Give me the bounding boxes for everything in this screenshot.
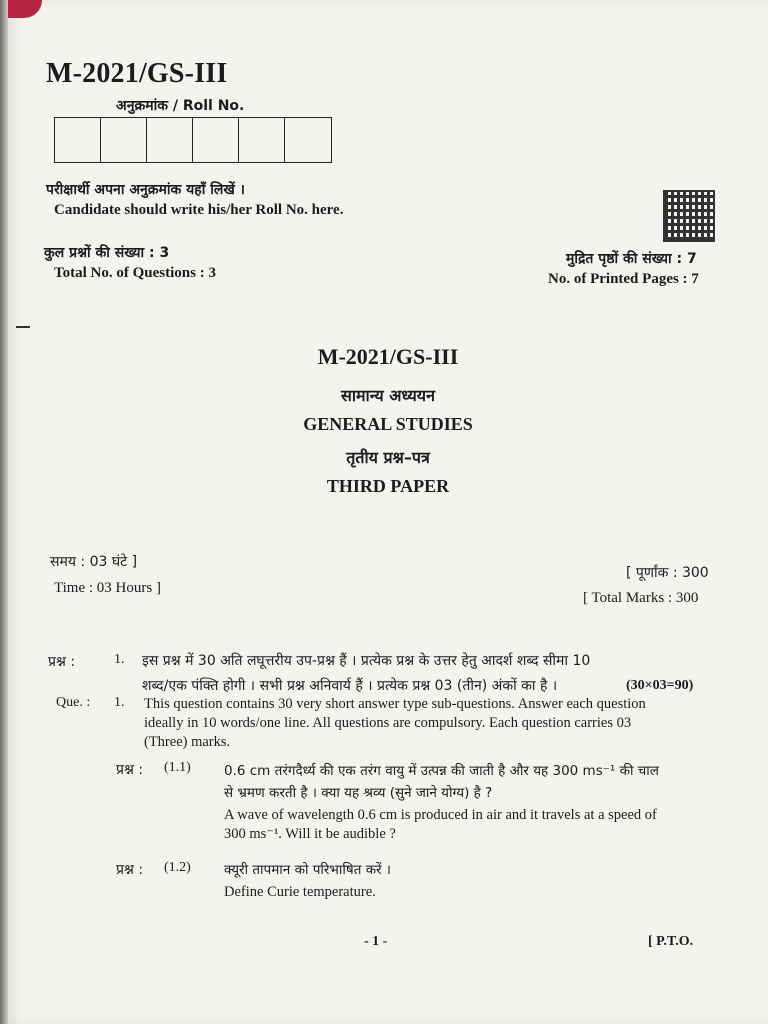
binding-edge: [0, 0, 8, 1024]
roll-box[interactable]: [285, 118, 331, 162]
subquestion-text-english: Define Curie temperature.: [224, 884, 376, 900]
subquestion-label: प्रश्न :: [116, 762, 144, 778]
question-text-hindi-line2: शब्द/एक पंक्ति होगी । सभी प्रश्न अनिवार्य हैं । प्रत्येक प्रश्न 03 (तीन) अंकों का है ।: [142, 678, 558, 694]
subquestion-text-hindi: 0.6 cm तरंगदैर्ध्य की एक तरंग वायु में उत्पन्न की जाती है और यह 300 ms⁻¹ की चाल से भ्रमण करती है । क्या यह श्रव्य (सुने जाने योग्य) है ?: [224, 763, 659, 801]
question-number: 1.: [114, 652, 125, 667]
roll-number-label: अनुक्रमांक / Roll No.: [116, 98, 245, 114]
roll-number-boxes[interactable]: [54, 117, 332, 163]
question-text-english: This question contains 30 very short answer type sub-questions. Answer each question ideally in 10 words/one line. All questions are compulsory. Each question carries 03 (Three) marks.: [144, 696, 646, 750]
paper-title-hindi: तृतीय प्रश्न–पत्र: [346, 448, 430, 467]
total-questions-english: Total No. of Questions : 3: [54, 265, 216, 281]
subquestion-label: प्रश्न :: [116, 862, 144, 878]
roll-box[interactable]: [147, 118, 193, 162]
candidate-instruction-hindi: परीक्षार्थी अपना अनुक्रमांक यहाँ लिखें ।: [46, 182, 245, 198]
paper-code-top: M-2021/GS-III: [46, 58, 228, 89]
subquestion-number: (1.1): [164, 760, 191, 775]
subquestion-text-english: A wave of wavelength 0.6 cm is produced in air and it travels at a speed of 300 ms⁻¹. Will it be audible ?: [224, 807, 657, 842]
please-turn-over: [ P.T.O.: [648, 934, 694, 949]
page-number: - 1 -: [364, 934, 388, 949]
subject-title-hindi: सामान्य अध्ययन: [341, 386, 435, 405]
roll-box[interactable]: [193, 118, 239, 162]
subquestion-number: (1.2): [164, 860, 191, 875]
exam-page: [8, 0, 768, 1024]
question-label-english: Que. :: [56, 695, 91, 710]
printed-pages-english: No. of Printed Pages : 7: [548, 271, 699, 287]
question-text-hindi-line1: इस प्रश्न में 30 अति लघूत्तरीय उप-प्रश्न हैं । प्रत्येक प्रश्न के उत्तर हेतु आदर्श शब्द सीमा 10: [142, 653, 591, 669]
margin-tick: [16, 326, 30, 328]
qr-code-icon: [663, 190, 715, 242]
paper-title-english: THIRD PAPER: [326, 476, 450, 496]
question-marks: (30×03=90): [626, 678, 694, 693]
total-marks-hindi: [ पूर्णांक : 300: [626, 565, 709, 581]
corner-mark: [8, 0, 42, 18]
roll-box[interactable]: [55, 118, 101, 162]
time-hindi: समय : 03 घंटे ]: [50, 554, 138, 570]
roll-box[interactable]: [101, 118, 147, 162]
time-english: Time : 03 Hours ]: [54, 580, 161, 596]
question-number: 1.: [114, 695, 125, 710]
question-label-hindi: प्रश्न :: [48, 654, 76, 670]
total-marks-english: [ Total Marks : 300: [583, 590, 699, 606]
total-questions-hindi: कुल प्रश्नों की संख्या : 3: [44, 245, 170, 261]
candidate-instruction-english: Candidate should write his/her Roll No. here.: [54, 202, 344, 218]
printed-pages-hindi: मुद्रित पृष्ठों की संख्या : 7: [566, 251, 697, 267]
subject-title-english: GENERAL STUDIES: [303, 414, 473, 434]
subquestion-text-hindi: क्यूरी तापमान को परिभाषित करें ।: [224, 862, 391, 878]
roll-box[interactable]: [239, 118, 285, 162]
paper-code-title: M-2021/GS-III: [317, 344, 459, 369]
